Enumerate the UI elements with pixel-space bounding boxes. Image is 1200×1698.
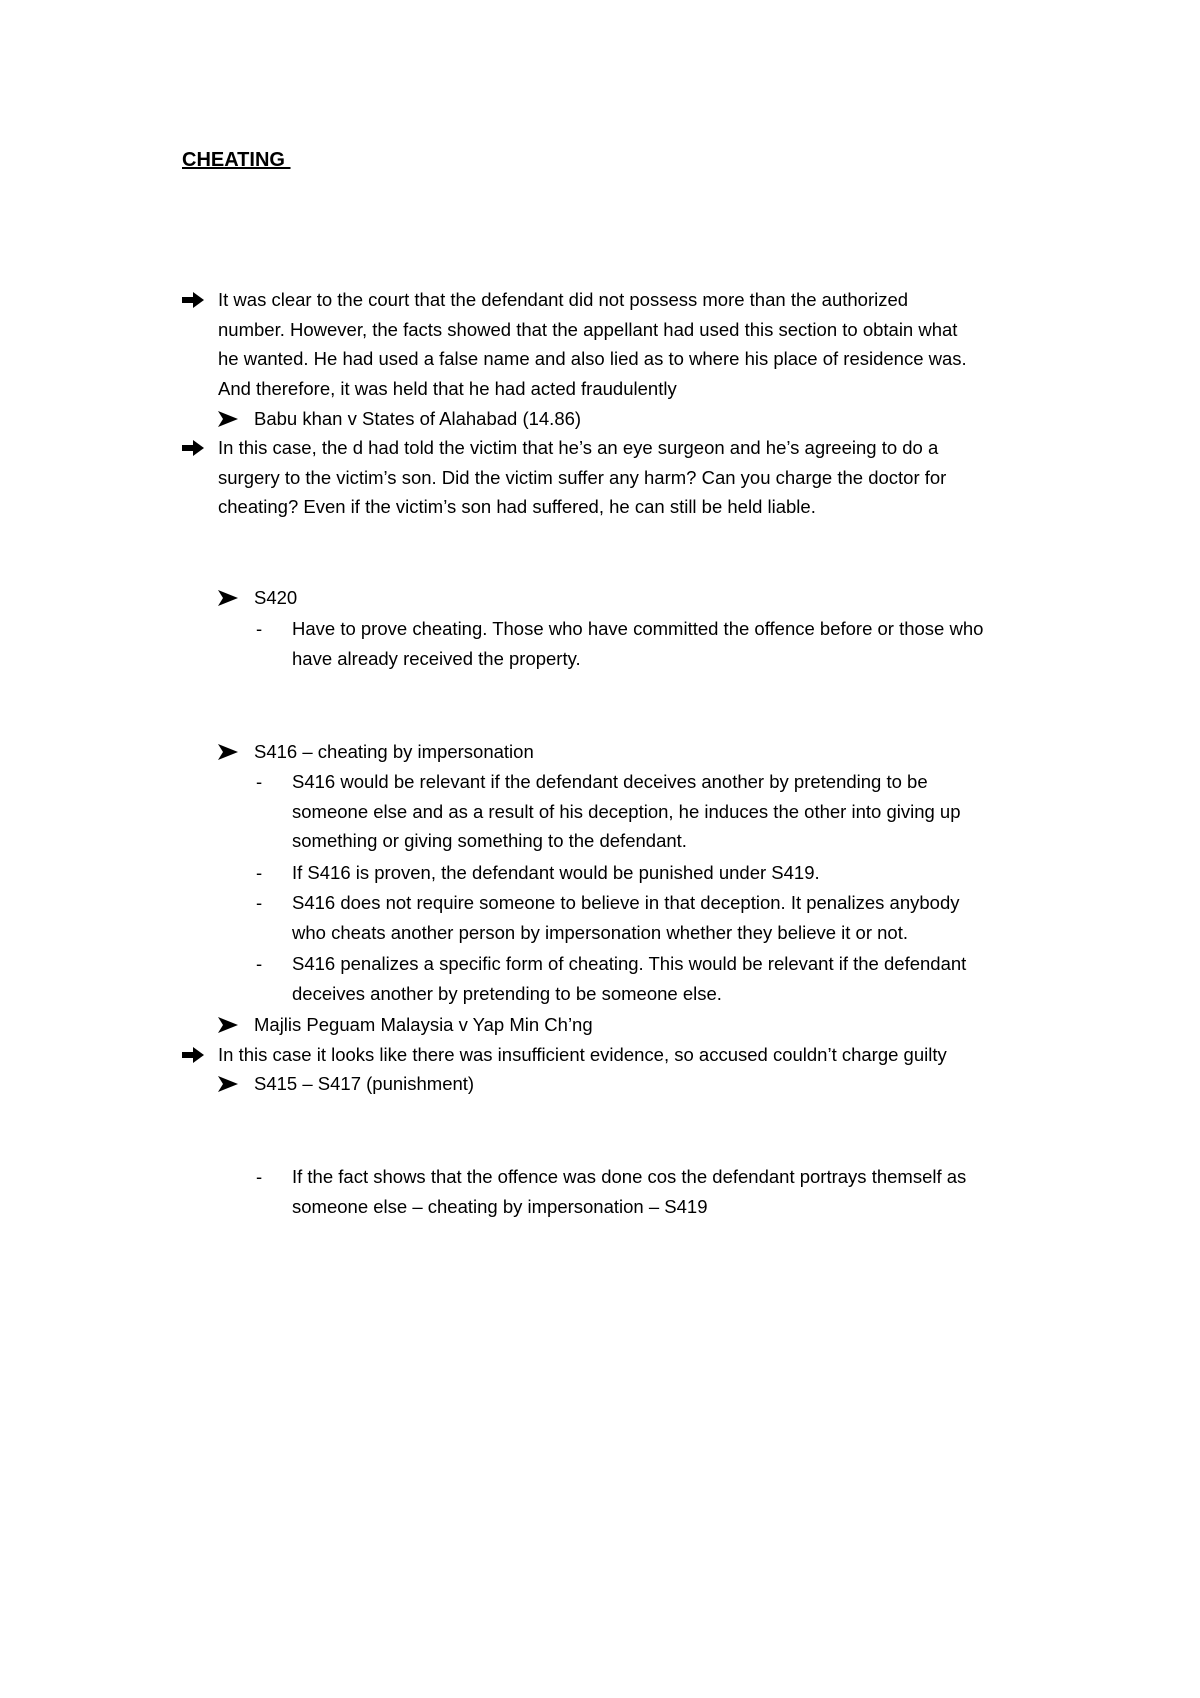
- dash-bullet-icon: -: [256, 1166, 263, 1187]
- item-line: someone else – cheating by impersonation – S419: [292, 1195, 708, 1217]
- item-line: In this case it looks like there was insufficient evidence, so accused couldn’t charge guilty: [218, 1044, 947, 1065]
- dash-bullet-item: [252, 614, 983, 673]
- item-line: he wanted. He had used a false name and also lied as to where his place of residence was.: [218, 348, 967, 369]
- dash-bullet-icon: -: [256, 862, 263, 883]
- item-line: If S416 is proven, the defendant would be punished under S419.: [292, 862, 820, 883]
- item-line: In this case, the d had told the victim that he’s an eye surgeon and he’s agreeing to do a: [218, 437, 939, 458]
- dash-bullet-icon: -: [256, 771, 263, 792]
- dash-bullet-item: [252, 858, 820, 888]
- arrow-bullet-item: [182, 285, 967, 403]
- document-title: CHEATING: [182, 149, 291, 171]
- item-line: Babu khan v States of Alahabad (14.86): [254, 408, 582, 429]
- item-line: something or giving something to the defendant.: [292, 830, 687, 851]
- dash-bullet-icon: -: [256, 953, 263, 974]
- arrow-bullet-item: [182, 433, 946, 522]
- item-line: deceives another by pretending to be someone else.: [292, 982, 722, 1004]
- item-line: S416 – cheating by impersonation: [254, 741, 534, 762]
- item-line: cheating? Even if the victim’s son had suffered, he can still be held liable.: [218, 496, 816, 517]
- item-line: number. However, the facts showed that the appellant had used this section to obtain what: [218, 318, 958, 340]
- item-line: S416 does not require someone to believe in that deception. It penalizes anybody: [292, 892, 960, 913]
- chevron-bullet-icon: [218, 1069, 254, 1099]
- arrow-bullet-icon: [182, 1040, 218, 1070]
- dash-bullet-item: [252, 888, 959, 947]
- dash-bullet-icon: -: [256, 618, 263, 639]
- dash-bullet-item: [252, 767, 961, 856]
- arrow-bullet-icon: [182, 285, 218, 315]
- chevron-bullet-icon: [218, 404, 254, 434]
- chevron-bullet-icon: [218, 737, 254, 767]
- section-bullet-item: [218, 583, 297, 613]
- item-line: Have to prove cheating. Those who have committed the offence before or those who: [292, 618, 984, 639]
- item-line: It was clear to the court that the defendant did not possess more than the authorized: [218, 289, 909, 310]
- section-bullet-item: [218, 1069, 474, 1099]
- chevron-bullet-icon: [218, 1010, 254, 1040]
- case-bullet-item: [218, 404, 581, 434]
- item-line: Majlis Peguam Malaysia v Yap Min Ch’ng: [254, 1014, 593, 1035]
- arrow-bullet-item: [182, 1040, 947, 1070]
- item-line: S416 penalizes a specific form of cheating. This would be relevant if the defendant: [292, 953, 967, 974]
- item-line: S416 would be relevant if the defendant deceives another by pretending to be: [292, 771, 928, 792]
- item-line: who cheats another person by impersonation whether they believe it or not.: [292, 921, 909, 943]
- arrow-bullet-icon: [182, 433, 218, 463]
- item-line: S415 – S417 (punishment): [254, 1073, 475, 1094]
- dash-bullet-item: [252, 1162, 966, 1221]
- item-line: have already received the property.: [292, 647, 581, 669]
- item-line: someone else and as a result of his deception, he induces the other into giving up: [292, 800, 961, 822]
- case-bullet-item: [218, 1010, 593, 1040]
- item-line: S420: [254, 587, 298, 608]
- item-line: If the fact shows that the offence was done cos the defendant portrays themself as: [292, 1166, 967, 1187]
- dash-bullet-icon: -: [256, 892, 263, 913]
- dash-bullet-item: [252, 949, 966, 1008]
- chevron-bullet-icon: [218, 583, 254, 613]
- item-line: And therefore, it was held that he had acted fraudulently: [218, 377, 677, 399]
- item-line: surgery to the victim’s son. Did the victim suffer any harm? Can you charge the doctor for: [218, 466, 947, 488]
- section-bullet-item: [218, 737, 534, 767]
